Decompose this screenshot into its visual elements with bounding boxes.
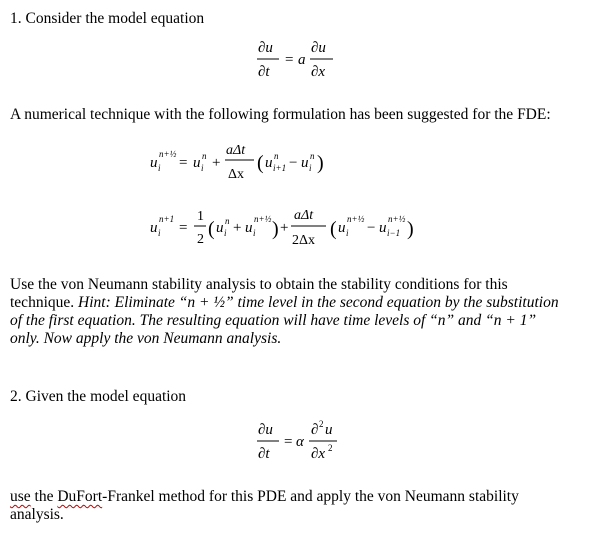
task-line-2 [10, 294, 606, 312]
svg-text:u: u [338, 220, 346, 236]
problem-2-task-rest: -Frankel method for this PDE and apply the von Neumann stability [102, 488, 519, 505]
svg-text:u: u [379, 220, 387, 236]
svg-text:): ) [317, 152, 324, 174]
svg-text:n: n [225, 216, 230, 226]
svg-text:1: 1 [197, 209, 204, 224]
problem-2-task-paragraph [10, 488, 606, 524]
svg-text:u: u [325, 422, 333, 438]
svg-text:n+½: n+½ [159, 149, 177, 159]
svg-text:+: + [212, 155, 221, 171]
svg-text:u: u [150, 155, 158, 171]
hint-line-1: Hint: Eliminate “n + ½” time level in the second equation by the substitution [78, 294, 559, 311]
problem-2-task-line-2: analysis. [10, 506, 64, 523]
model-equation-advection [255, 36, 365, 88]
svg-text:∂u: ∂u [258, 422, 273, 438]
svg-text:n+1: n+1 [159, 214, 175, 224]
task-line-2-text: technique. [10, 294, 79, 311]
svg-text:2Δx: 2Δx [292, 233, 316, 248]
svg-text:u: u [193, 155, 201, 171]
svg-text:∂u: ∂u [311, 40, 326, 56]
svg-text:(: ( [330, 218, 337, 240]
svg-text:i: i [158, 228, 161, 238]
fde-corrector-equation [150, 205, 440, 253]
svg-text:∂x: ∂x [311, 64, 326, 80]
svg-text:): ) [272, 218, 279, 240]
svg-text:n: n [202, 151, 207, 161]
svg-text:n+½: n+½ [388, 214, 406, 224]
svg-text:i: i [253, 228, 256, 238]
svg-text:+: + [280, 220, 289, 236]
svg-text:(: ( [208, 218, 215, 240]
spellcheck-word-dufort: DuFort [57, 488, 103, 505]
svg-text:n+½: n+½ [254, 214, 272, 224]
svg-text:2: 2 [328, 443, 333, 453]
svg-text:n: n [310, 151, 315, 161]
svg-text:i: i [201, 163, 204, 173]
svg-text:∂: ∂ [311, 422, 319, 438]
svg-text:a: a [298, 52, 306, 68]
problem-2-task-line-1: use the DuFort-Frankel method for this PDE and apply the von Neumann stability [10, 488, 519, 505]
svg-text:2: 2 [319, 419, 324, 429]
svg-text:=: = [284, 434, 293, 450]
problem-1-task-paragraph [10, 276, 606, 348]
model-equation-diffusion [255, 418, 365, 470]
svg-text:∂x: ∂x [311, 446, 326, 462]
svg-text:i−1: i−1 [387, 228, 401, 238]
hint-line-2: of the first equation. The resulting equation will have time levels of “n” and “n + 1” [10, 312, 537, 329]
task-line-1: Use the von Neumann stability analysis to obtain the stability conditions for this [10, 276, 508, 293]
svg-text:∂t: ∂t [258, 64, 270, 80]
svg-text:n: n [274, 151, 279, 161]
svg-text:=: = [285, 52, 294, 68]
svg-text:2: 2 [197, 232, 204, 247]
svg-text:α: α [296, 434, 304, 450]
spellcheck-word-use: use [10, 488, 31, 505]
svg-text:aΔt: aΔt [226, 143, 246, 158]
svg-text:i: i [158, 163, 161, 173]
svg-text:Δx: Δx [228, 167, 245, 182]
problem-1-heading: 1. Consider the model equation [10, 10, 205, 27]
svg-text:i: i [224, 228, 227, 238]
svg-text:aΔt: aΔt [294, 208, 314, 223]
svg-text:+: + [233, 220, 242, 236]
svg-text:=: = [179, 155, 188, 171]
svg-text:i+1: i+1 [273, 163, 287, 173]
svg-text:u: u [301, 155, 309, 171]
svg-text:(: ( [257, 152, 264, 174]
svg-text:u: u [150, 220, 158, 236]
svg-text:): ) [407, 218, 414, 240]
fde-intro-text: A numerical technique with the following formulation has been suggested for the FDE: [10, 106, 551, 123]
svg-text:=: = [179, 220, 188, 236]
svg-text:u: u [245, 220, 253, 236]
svg-text:i: i [346, 228, 349, 238]
hint-line-3: only. Now apply the von Neumann analysis. [10, 330, 282, 347]
svg-text:−: − [367, 220, 376, 236]
svg-text:n+½: n+½ [347, 214, 365, 224]
svg-text:∂t: ∂t [258, 446, 270, 462]
svg-text:u: u [216, 220, 224, 236]
svg-text:u: u [265, 155, 273, 171]
fde-predictor-equation [150, 140, 380, 186]
problem-2-heading: 2. Given the model equation [10, 388, 187, 405]
svg-text:i: i [309, 163, 312, 173]
svg-text:∂u: ∂u [258, 40, 273, 56]
svg-text:−: − [289, 155, 298, 171]
